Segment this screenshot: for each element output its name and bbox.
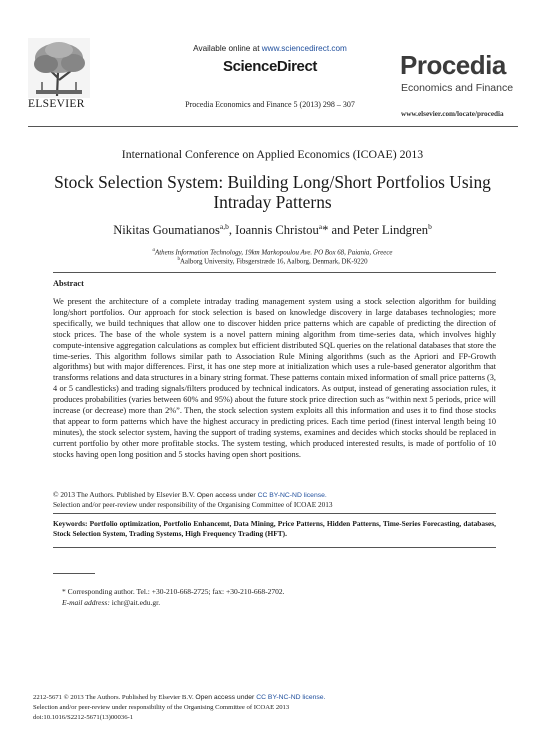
abstract-top-rule <box>53 272 496 273</box>
email-label: E-mail address: <box>62 598 110 607</box>
paper-title: Stock Selection System: Building Long/Short Portfolios Using Intraday Patterns <box>54 172 491 212</box>
keywords-bottom-rule <box>53 547 496 548</box>
abstract-heading: Abstract <box>53 279 84 288</box>
procedia-logo: Procedia <box>400 50 506 80</box>
sciencedirect-logo: ScienceDirect <box>222 58 318 75</box>
conference-name: International Conference on Applied Economics (ICOAE) 2013 <box>121 147 424 161</box>
copyright-line <box>53 490 327 499</box>
author-3-affil: b <box>428 222 432 231</box>
available-label: Available online at <box>193 44 262 53</box>
affiliation-marker: b <box>177 257 180 262</box>
affiliation-text: Aalborg University, Fibsgerstræde 16, Aalborg, Denmark, DK-9220 <box>179 258 368 266</box>
publisher-name: ELSEVIER <box>28 98 85 110</box>
peer-review-line: Selection and/or peer-review under responsibility of the Organising Committee of ICOAE 2013 <box>53 500 333 509</box>
author-2: Ioannis Christou <box>235 223 319 238</box>
author-separator: , <box>228 223 236 238</box>
author-3: Peter Lindgren <box>352 223 429 238</box>
footer-peer-review: Selection and/or peer-review under responsibility of the Organising Committee of ICOAE 2013 <box>33 704 290 711</box>
copyright-text: © 2013 The Authors. Published by Elsevier B.V. <box>53 490 197 499</box>
affiliation-a <box>0 248 545 256</box>
open-access-label: Open access under <box>196 492 258 499</box>
footer-open-access: Open access under <box>195 694 257 701</box>
keywords-top-rule <box>53 513 496 514</box>
footer-copyright <box>33 694 325 701</box>
footer-doi[interactable]: doi:10.1016/S2212-5671(13)00036-1 <box>33 714 134 721</box>
keywords: Keywords: Portfolio optimization, Portfolio Enhancemt, Data Mining, Price Patterns, Hidden Patterns, Time-Series Forecasting, databases, Stock Selection System, Trading Systems, High Frequency Trading (HFT). <box>53 519 496 539</box>
affiliation-b <box>0 257 545 265</box>
journal-subtitle: Economics and Finance <box>401 82 514 94</box>
corresponding-mark: * <box>322 223 329 238</box>
elsevier-tree-logo <box>28 38 90 98</box>
journal-url[interactable]: www.elsevier.com/locate/procedia <box>401 110 504 118</box>
journal-reference: Procedia Economics and Finance 5 (2013) 298 – 307 <box>185 100 355 109</box>
author-1-affil: a,b <box>219 222 229 231</box>
author-separator: and <box>328 223 353 238</box>
license-link[interactable]: CC BY-NC-ND license. <box>257 492 327 499</box>
footer-license-link[interactable]: CC BY-NC-ND license. <box>256 694 326 701</box>
corresponding-author: * Corresponding author. Tel.: +30-210-668-2725; fax: +30-210-668-2702. <box>62 587 285 596</box>
header-divider <box>28 126 518 127</box>
author-1: Nikitas Goumatianos <box>113 223 220 238</box>
footnote-rule <box>53 573 95 574</box>
available-online <box>120 44 420 53</box>
email-line <box>62 598 160 607</box>
author-2-affil: a <box>318 222 323 231</box>
abstract-body: We present the architecture of a complete intraday trading management system using a stock selection algorithm for building long/short portfolios. Our approach for stock selection is based on knowledge discovery in large databases technologies; more specifically, we build techniques that allow one to discover hidden price patterns which are capable of predicting the direction of stock prices. The base of the whole system is a novel pattern mining algorithm from time-series data, which involves highly compute-intensive aggregation calculations as complex but efficient distributed SQL queries on the relational databases that store the time-series. This algorithm follows similar path to Association Rule Mining algorithms (such as the Apriori and FP-Growth algorithms) but with major differences. First, it has one step more at initialization which uses a rule-based generator algorithm that transforms relations and data structures in a binary string format. These patterns contain mixed information of small price patterns (3, 4 or 5 candlesticks) and trading signals/filters produced by technical indicators. As output, instead of generating association rules, it produces probabilities (varies between 60% and 95%) about the future stock price direction such as “within next 5 periods, price will increase (or decrease) more than 2%”. Then, the stock selection system exploits all this information and uses it to find those stocks that appear to form patterns which have the highest accuracy in predicting prices. Each time period (finest interval length being 10 minutes), the stock selector system, having the support of trading systems, examines and decides which stocks should be replaced in current portfolio by other more profitable stocks. The system testing, which produced interested results, is made of portfolio of 10 stocks having open long position and 5 stocks having open short positions. <box>53 297 496 459</box>
affiliation-marker: a <box>152 248 156 253</box>
sciencedirect-link[interactable]: www.sciencedirect.com <box>261 44 347 53</box>
email-address[interactable]: ichr@ait.edu.gr. <box>109 598 161 607</box>
footer-copyright-text: 2212-5671 © 2013 The Authors. Published by Elsevier B.V. <box>33 694 196 701</box>
affiliation-text: Athens Information Technology, 19km Markopoulou Ave. PO Box 68, Paiania, Greece <box>155 249 393 257</box>
author-list <box>0 222 545 238</box>
